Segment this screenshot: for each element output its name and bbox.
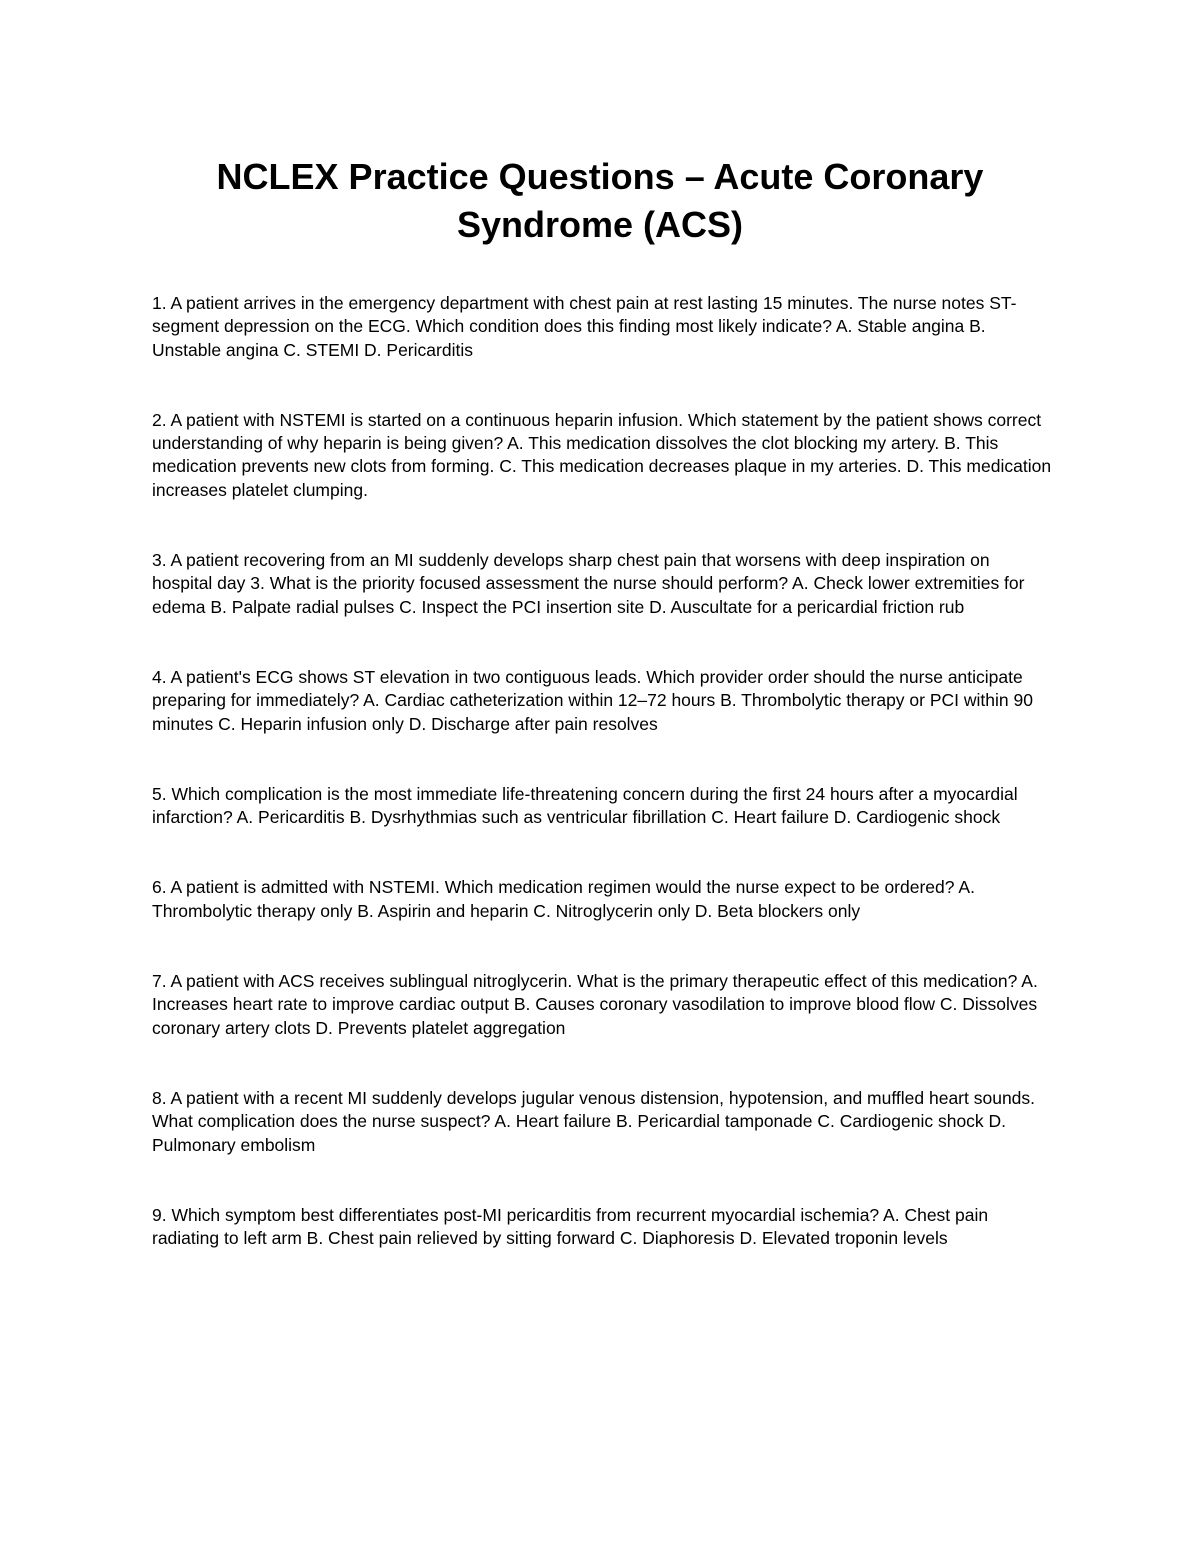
page-title-line-1: NCLEX Practice Questions – Acute Coronary [216,156,984,197]
question-list [152,292,1052,1297]
question-7: 7. A patient with ACS receives sublingual nitroglycerin. What is the primary therapeutic effect of this medication? A. Increases heart rate to improve cardiac output B. Causes coronary vasodilation to improve blood flow C. Dissolves coronary artery clots D. Prevents platelet aggregation [152,971,1038,1038]
question-8: 8. A patient with a recent MI suddenly develops jugular venous distension, hypotension, and muffled heart sounds. What complication does the nurse suspect? A. Heart failure B. Pericardial tamponade C. Cardiogenic shock D. Pulmonary embolism [152,1087,1036,1155]
question-4: 4. A patient's ECG shows ST elevation in two contiguous leads. Which provider order should the nurse anticipate preparing for immediately? A. Cardiac catheterization within 12–72 hours B. Thrombolytic therapy or PCI within 90 minutes C. Heparin infusion only D. Discharge after pain resolves [152,666,1033,734]
question-1: 1. A patient arrives in the emergency department with chest pain at rest lasting 15 minutes. The nurse notes ST-segment depression on the ECG. Which condition does this finding most likely indicate? A. Stable angina B. Unstable angina C. STEMI D. Pericarditis [152,293,1017,360]
question-9: 9. Which symptom best differentiates post-MI pericarditis from recurrent myocardial ischemia? A. Chest pain radiating to left arm B. Chest pain relieved by sitting forward C. Diaphoresis D. Elevated troponin levels [152,1204,989,1249]
question-3: 3. A patient recovering from an MI suddenly develops sharp chest pain that worsens with deep inspiration on hospital day 3. What is the priority focused assessment the nurse should perform? A. Check lower extremities for edema B. Palpate radial pulses C. Inspect the PCI insertion site D. Auscultate for a pericardial friction rub [152,550,1025,617]
page-title-line-2: Syndrome (ACS) [456,204,744,245]
question-6: 6. A patient is admitted with NSTEMI. Which medication regimen would the nurse expect to be ordered? A. Thrombolytic therapy only B. Aspirin and heparin C. Nitroglycerin only D. Beta blockers only [152,877,975,921]
question-5: 5. Which complication is the most immediate life-threatening concern during the first 24 hours after a myocardial infarction? A. Pericarditis B. Dysrhythmias such as ventricular fibrillation C. Heart failure D. Cardiogenic shock [152,783,1018,828]
question-2: 2. A patient with NSTEMI is started on a continuous heparin infusion. Which statement by the patient shows correct understanding of why heparin is being given? A. This medication dissolves the clot blocking my artery. B. This medication prevents new clots from forming. C. This medication decreases plaque in my arteries. D. This medication increases platelet clumping. [152,409,1052,500]
page-title [150,153,1050,249]
